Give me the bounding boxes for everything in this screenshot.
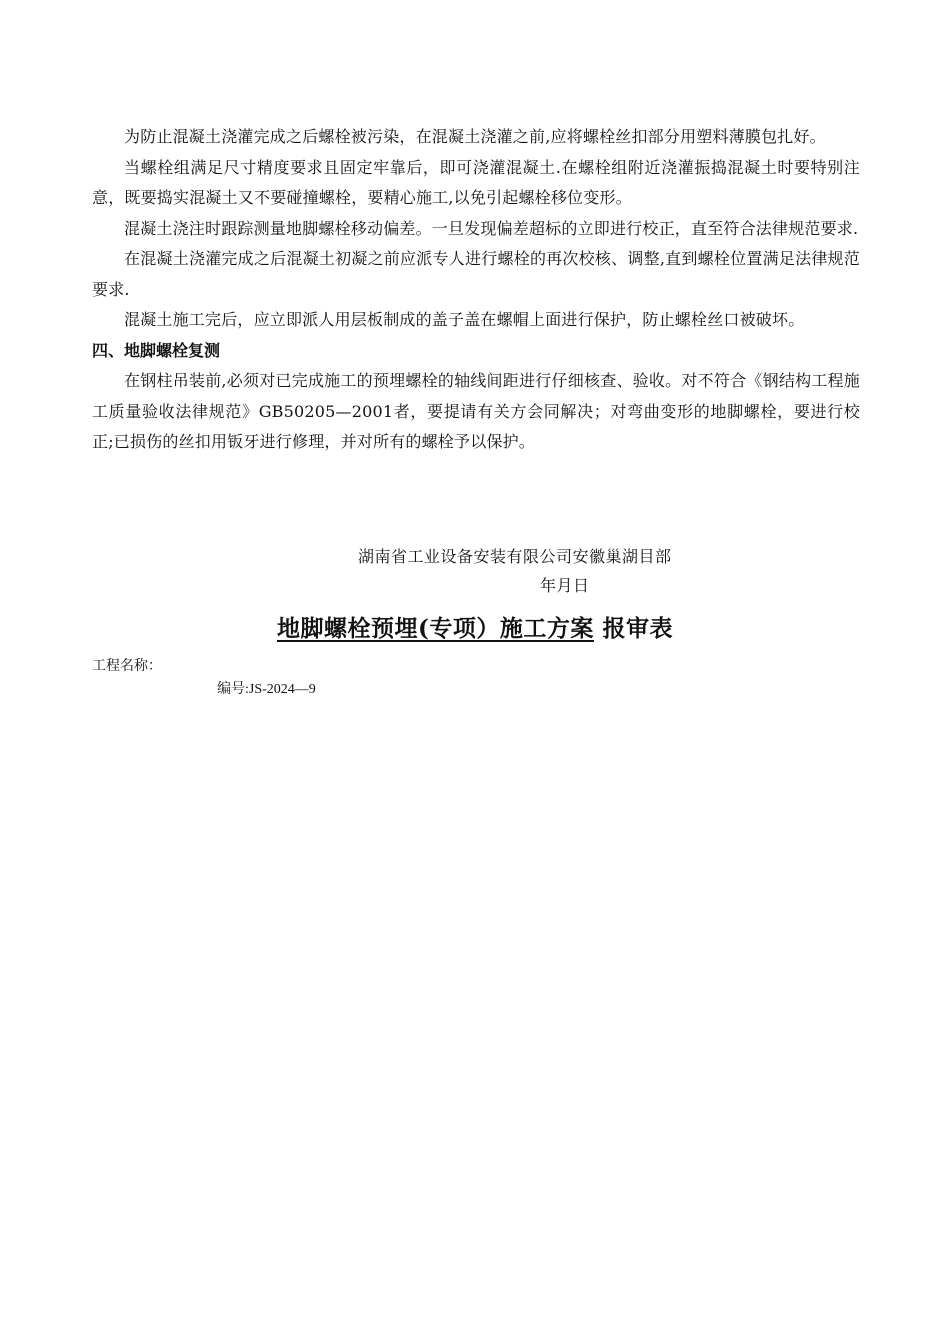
paragraph-thread-cover: 混凝土施工完后，应立即派人用层板制成的盖子盖在螺帽上面进行保护，防止螺栓丝口被破坏。	[124, 310, 805, 329]
section-heading: 四、地脚螺栓复测	[92, 340, 221, 360]
paragraph-bolt-recheck: 在钢柱吊装前,必须对已完成施工的预埋螺栓的轴线间距进行仔细核查、验收。对不符合《钢结构工程施工质量验收法律规范》GB50205—2001者，要提请有关方会同解决；对弯曲变形的地脚螺栓，要进行校正;已损伤的丝扣用钣牙进行修理，并对所有的螺栓予以保护。	[92, 371, 860, 451]
project-name-label: 工程名称：	[92, 658, 162, 674]
paragraph-pouring-concrete: 当螺栓组满足尺寸精度要求且固定牢靠后，即可浇灌混凝土.在螺栓组附近浇灌振捣混凝土时要特别注意，既要捣实混凝土又不要碰撞螺栓，要精心施工,以免引起螺栓移位变形。	[92, 157, 860, 207]
document-number: 编号:JS-2024—9	[217, 682, 316, 697]
paragraph-recheck-adjust: 在混凝土浇灌完成之后混凝土初凝之前应派专人进行螺栓的再次校核、调整,直到螺栓位置满足法律规范要求.	[92, 249, 860, 299]
form-title-main: 地脚螺栓预埋(专项）施工方案	[277, 615, 594, 642]
body-text	[92, 122, 860, 458]
paragraph-deviation-tracking: 混凝土浇注时跟踪测量地脚螺栓移动偏差。一旦发现偏差超标的立即进行校正，直至符合法律规范要求.	[124, 218, 859, 238]
paragraph-bolt-protection: 为防止混凝土浇灌完成之后螺栓被污染，在混凝土浇灌之前,应将螺栓丝扣部分用塑料薄膜包扎好。	[124, 127, 826, 146]
form-title-suffix: 报审表	[602, 615, 673, 642]
signature-date: 年月日	[540, 576, 590, 595]
form-title	[0, 612, 950, 646]
signature-company: 湖南省工业设备安装有限公司安徽巢湖目部	[358, 547, 672, 566]
